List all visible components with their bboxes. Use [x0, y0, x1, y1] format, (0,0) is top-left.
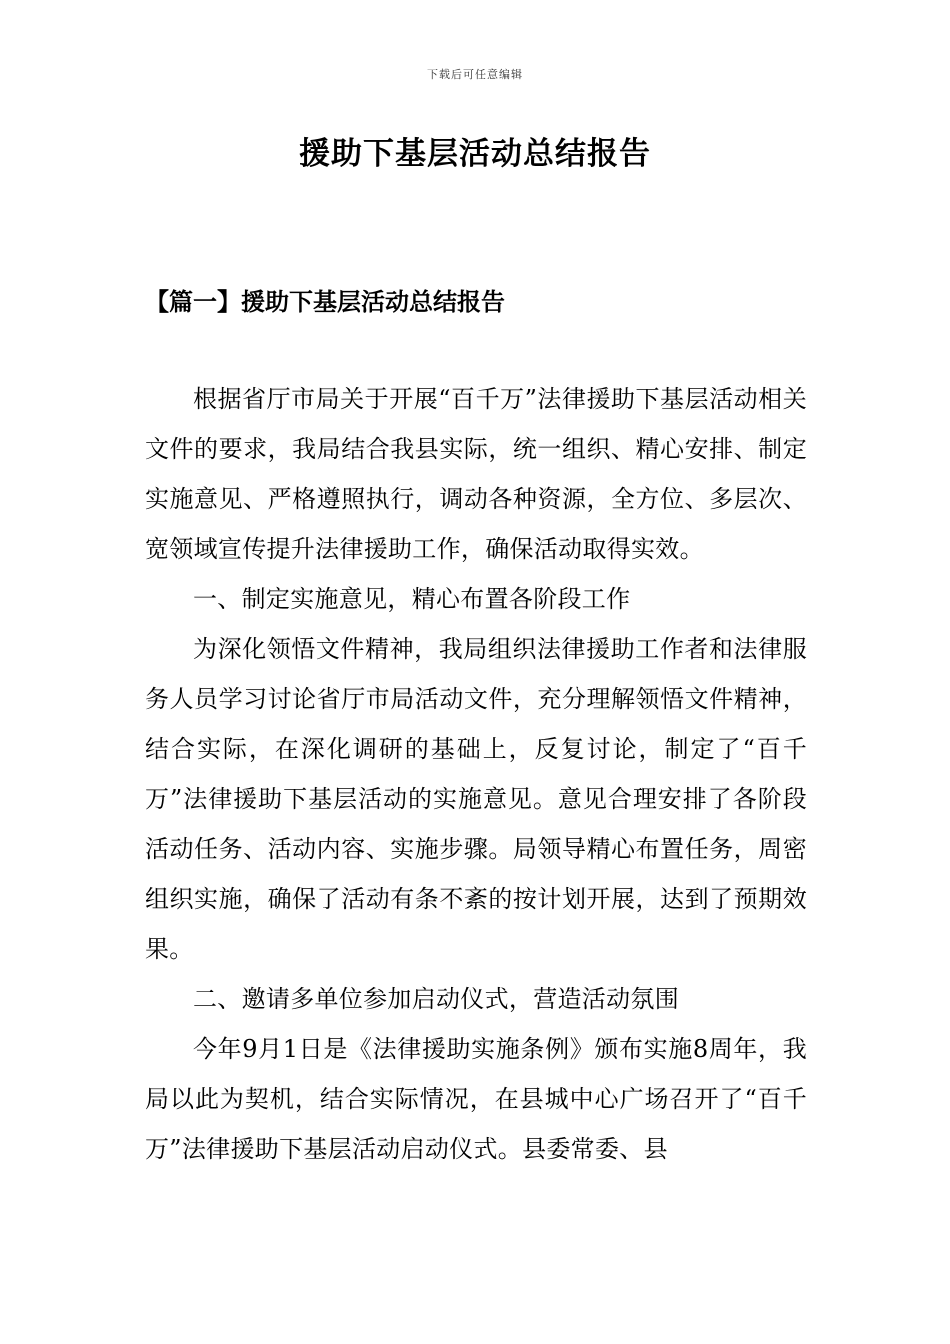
paragraph-body-2: 今年9月1日是《法律援助实施条例》颁布实施8周年，我局以此为契机，结合实际情况，在县城中心广场召开了“百千万”法律援助下基层活动启动仪式。县委常委、县: [145, 1035, 807, 1163]
document-body: [145, 374, 807, 1174]
paragraph-intro: 根据省厅市局关于开展“百千万”法律援助下基层活动相关文件的要求，我局结合我县实际，统一组织、精心安排、制定实施意见、严格遵照执行，调动各种资源，全方位、多层次、宽领域宣传提升法律援助工作，确保活动取得实效。: [145, 385, 807, 563]
paragraph-subheading-2: 二、邀请多单位参加启动仪式，营造活动氛围: [193, 985, 679, 1013]
document-title: 援助下基层活动总结报告: [299, 136, 651, 172]
paragraph-body-1: 为深化领悟文件精神，我局组织法律援助工作者和法律服务人员学习讨论省厅市局活动文件，充分理解领悟文件精神，结合实际，在深化调研的基础上，反复讨论，制定了“百千万”法律援助下基层活动的实施意见。意见合理安排了各阶段活动任务、活动内容、实施步骤。局领导精心布置任务，周密组织实施，确保了活动有条不紊的按计划开展，达到了预期效果。: [145, 635, 807, 963]
section-heading: 【篇一】援助下基层活动总结报告: [145, 287, 505, 316]
paragraph-subheading-1: 一、制定实施意见，精心布置各阶段工作: [193, 585, 631, 613]
header-note: 下载后可任意编辑: [427, 68, 523, 81]
